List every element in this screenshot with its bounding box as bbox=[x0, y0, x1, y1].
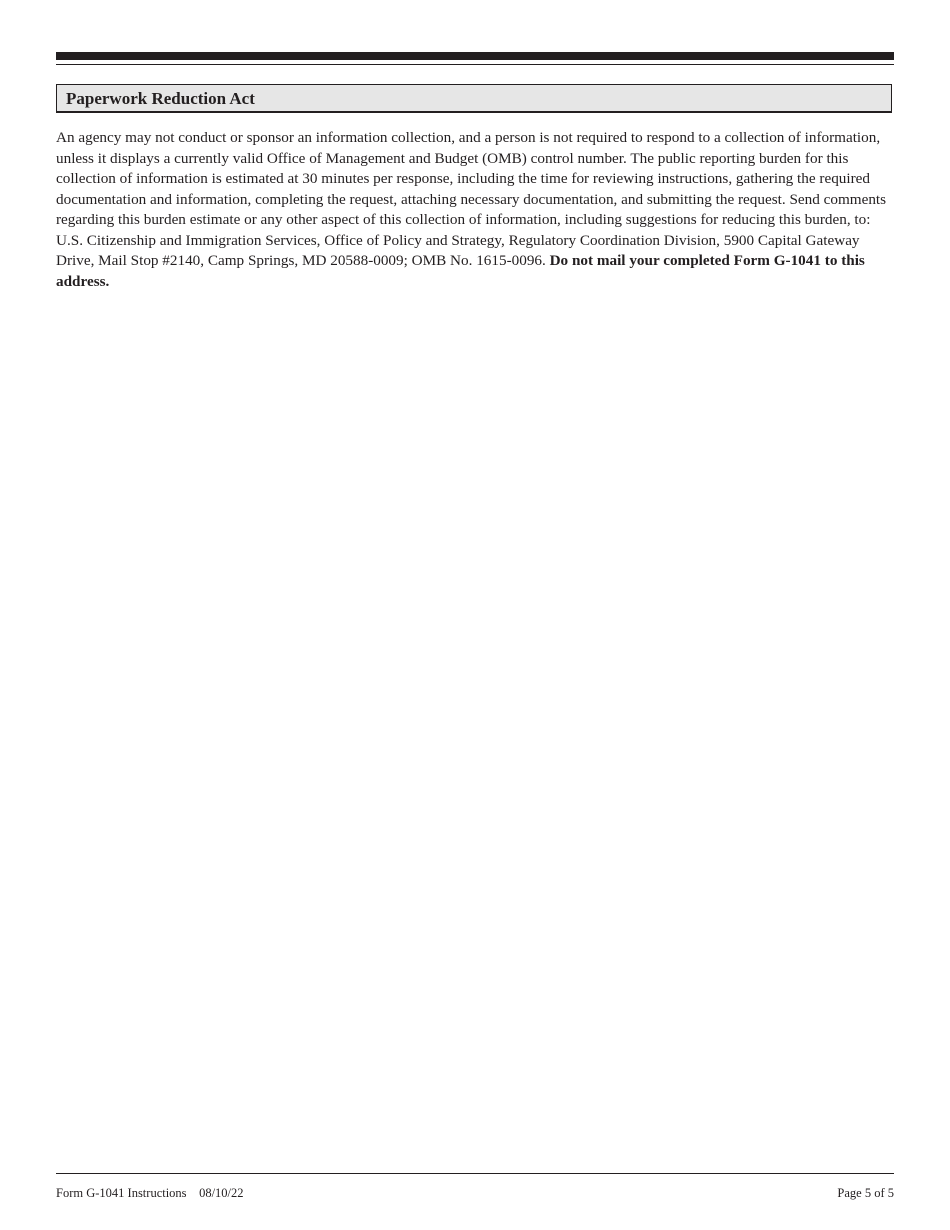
footer-rule bbox=[56, 1173, 894, 1174]
bold-notice: Do not mail your completed Form G-1041 to this address. bbox=[56, 252, 865, 290]
body-paragraph-text: An agency may not conduct or sponsor an information collection, and a person is not required to respond to a collection of information, unless it displays a currently valid Office of Management and Budget (OMB) control number. The public reporting burden for this collection of information is estimated at 30 minutes per response, including the time for reviewing instructions, gathering the required documentation and information, completing the request, attaching necessary documentation, and submitting the request. Send comments regarding this burden estimate or any other aspect of this collection of information, including suggestions for reducing this burden, to: U.S. Citizenship and Immigration Services, Office of Policy and Strategy, Regulatory Coordination Division, 5900 Capital Gateway Drive, Mail Stop #2140, Camp Springs, MD 20588-0009; OMB No. 1615-0096. bbox=[56, 129, 887, 269]
footer-page-number: Page 5 of 5 bbox=[837, 1186, 894, 1200]
body-paragraph bbox=[56, 128, 898, 292]
footer-form-info bbox=[56, 1186, 244, 1201]
footer-edition-date: 08/10/22 bbox=[199, 1186, 244, 1200]
section-title: Paperwork Reduction Act bbox=[66, 89, 255, 108]
section-header bbox=[56, 84, 892, 113]
header-rule-thin bbox=[56, 64, 894, 65]
footer-form-name: Form G-1041 Instructions bbox=[56, 1186, 187, 1200]
header-rule-thick bbox=[56, 52, 894, 60]
